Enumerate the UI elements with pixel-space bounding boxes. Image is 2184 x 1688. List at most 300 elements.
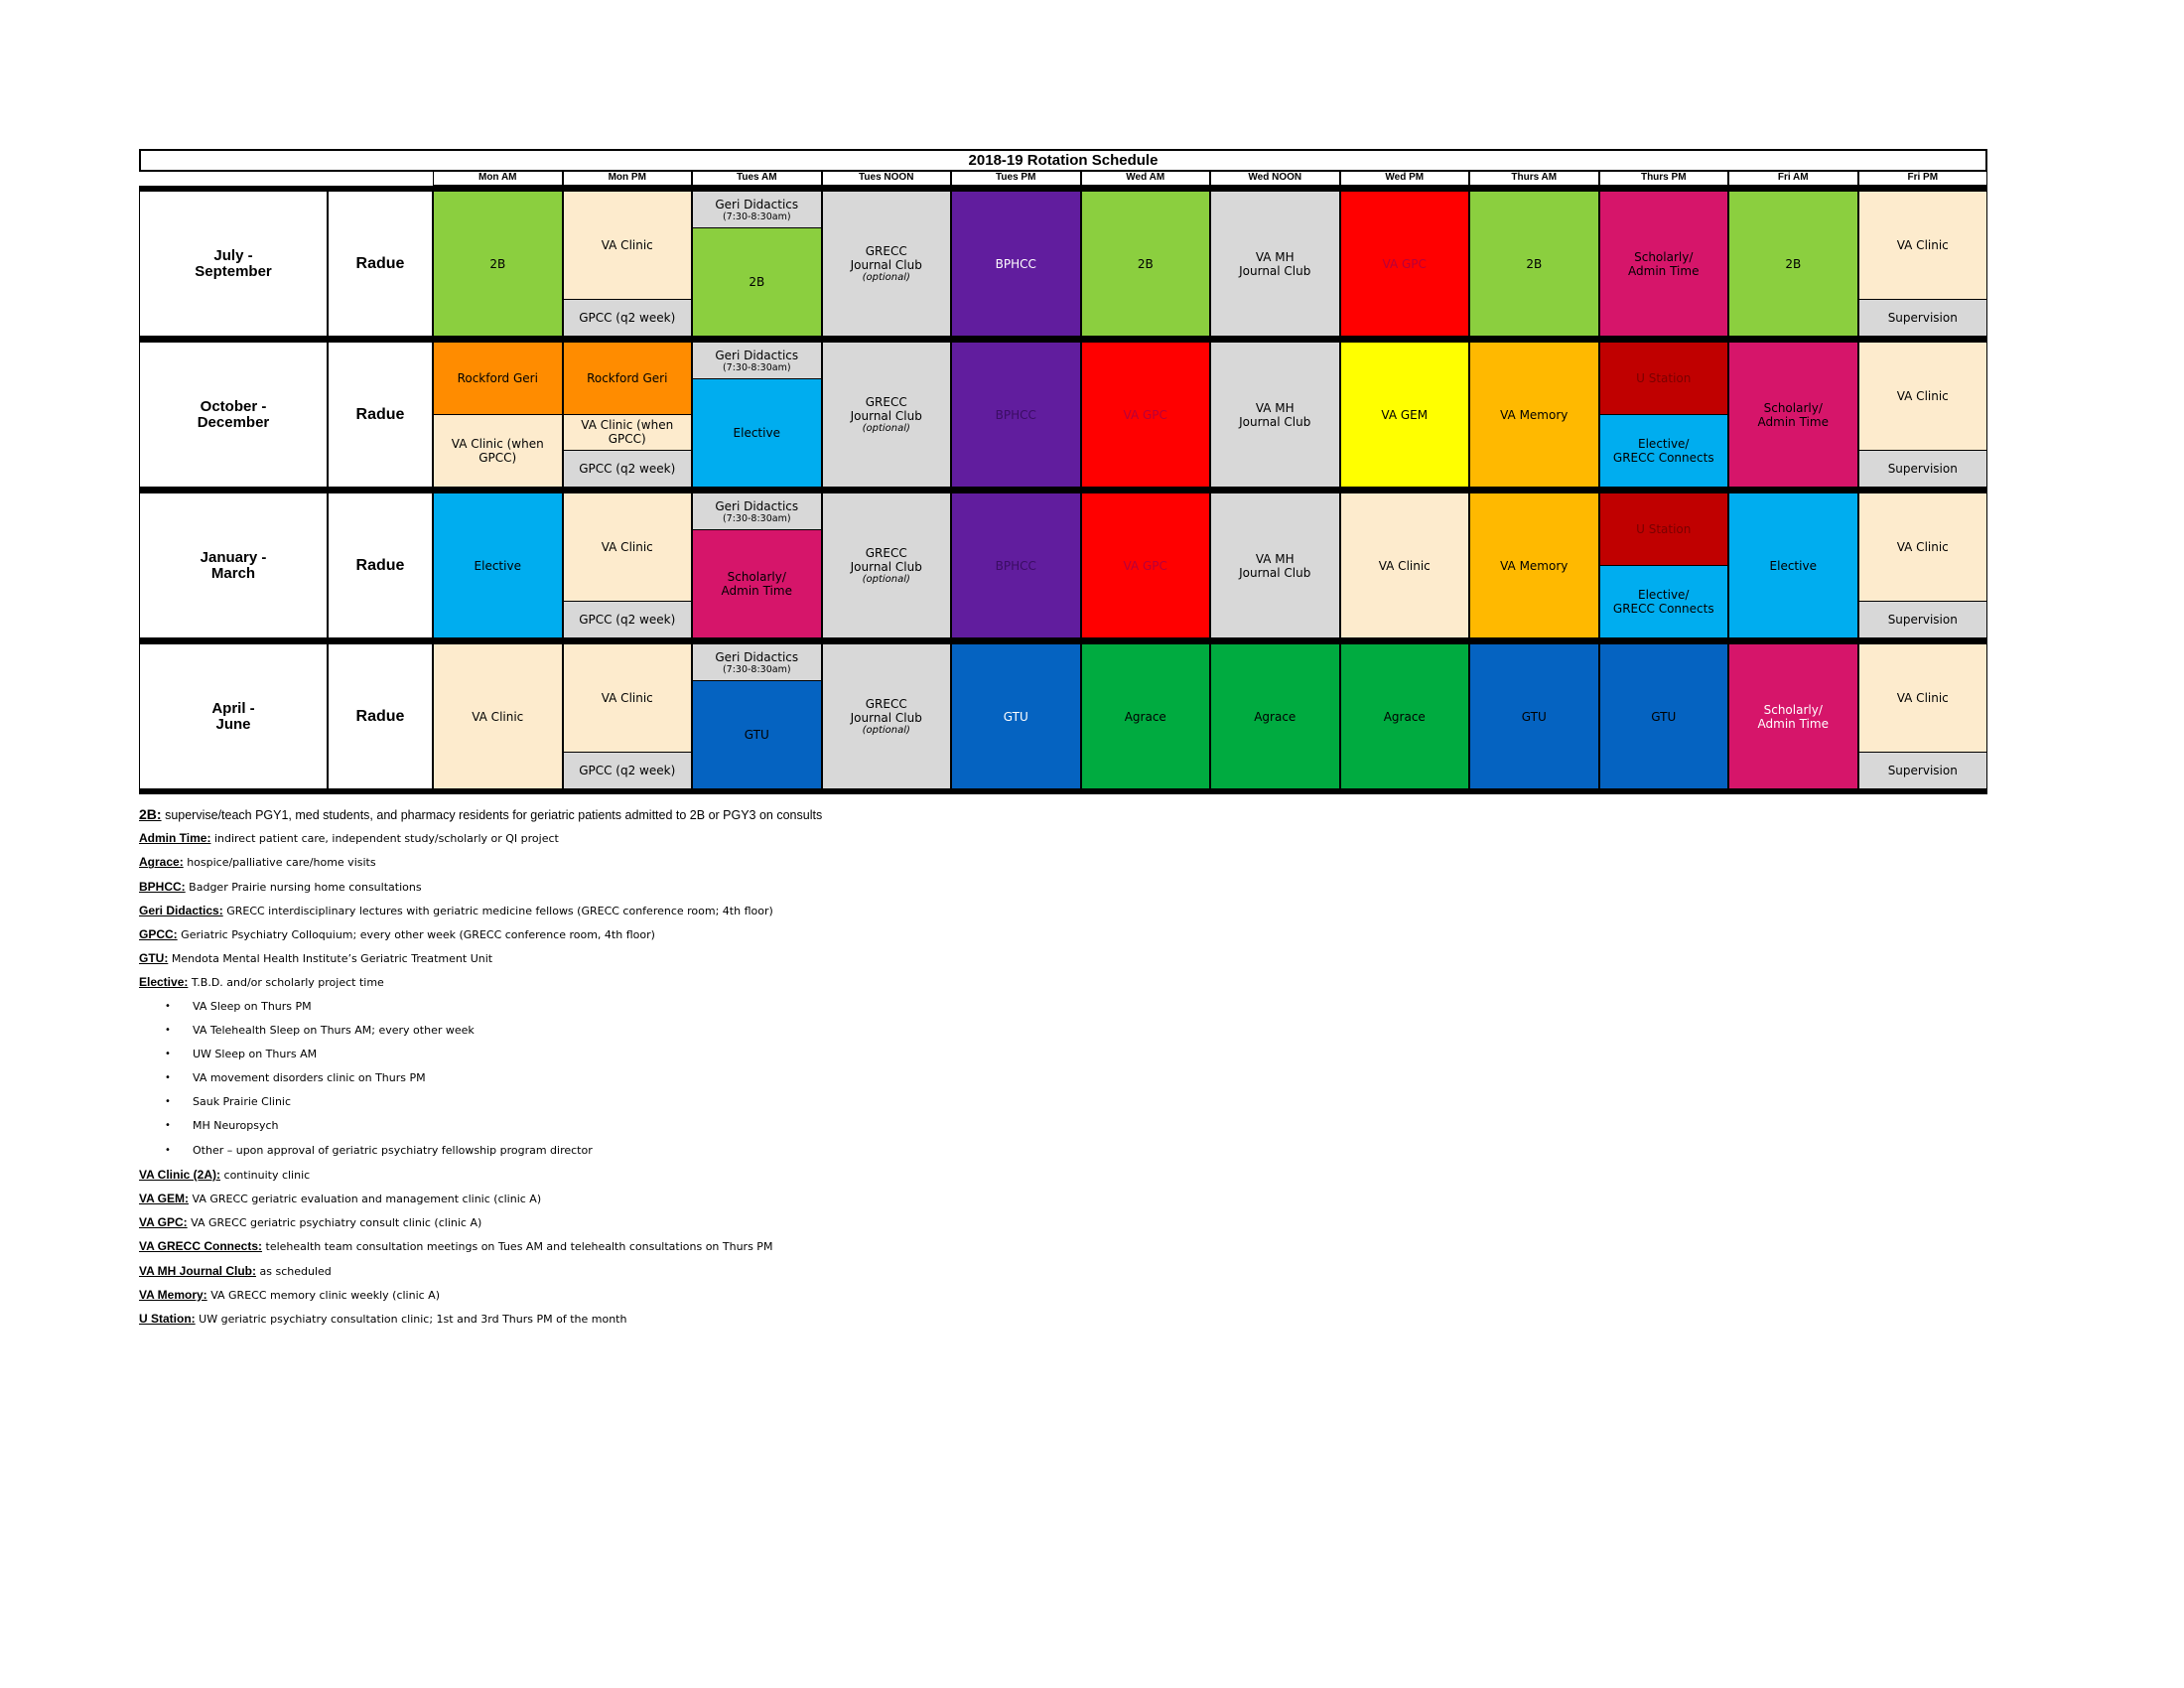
legend-entry xyxy=(139,1167,1430,1191)
block-label: Journal Club xyxy=(850,710,922,725)
block-label: Supervision xyxy=(1887,613,1958,627)
schedule-cell xyxy=(563,492,693,638)
legend-text: VA GRECC geriatric evaluation and management clinic (clinic A) xyxy=(192,1193,542,1205)
legend-entry xyxy=(139,1287,1430,1311)
schedule-block xyxy=(693,493,821,529)
bullet-text: VA Sleep on Thurs PM xyxy=(193,999,312,1013)
bullet-text: Sauk Prairie Clinic xyxy=(193,1095,292,1109)
schedule-block xyxy=(1600,493,1728,565)
block-time: (7:30-8:30am) xyxy=(722,361,791,373)
row-divider xyxy=(139,789,1987,794)
fellow-name: Radue xyxy=(355,405,405,423)
block-label: VA GPC xyxy=(1123,407,1167,422)
period-cell xyxy=(139,492,328,638)
schedule-block xyxy=(1600,644,1728,788)
block-label: 2B xyxy=(1526,256,1543,271)
schedule-cell xyxy=(692,492,822,638)
block-note: (optional) xyxy=(862,422,910,434)
schedule-cell xyxy=(433,643,563,789)
schedule-cell xyxy=(1340,492,1470,638)
block-label: Elective xyxy=(733,426,780,440)
schedule-cell xyxy=(1469,643,1599,789)
schedule-block xyxy=(564,493,692,601)
fellow-name: Radue xyxy=(355,254,405,272)
schedule-cell xyxy=(1081,342,1211,488)
period-line: June xyxy=(215,715,251,733)
block-label: GRECC xyxy=(865,394,907,409)
fellow-cell xyxy=(328,191,433,337)
period-line: March xyxy=(210,564,256,582)
schedule-block xyxy=(823,493,951,637)
block-label: Supervision xyxy=(1887,462,1958,476)
block-label: GRECC Connects xyxy=(1612,602,1714,616)
schedule-block xyxy=(952,493,1080,637)
rotation-schedule-table xyxy=(139,149,1987,794)
legend-term: 2B: xyxy=(139,806,162,822)
column-header: Wed PM xyxy=(1340,172,1470,186)
column-header: Mon PM xyxy=(563,172,693,186)
block-label: VA Memory xyxy=(1500,558,1569,573)
block-label: VA MH xyxy=(1255,551,1295,566)
block-label: VA MH xyxy=(1255,400,1295,415)
schedule-cell xyxy=(1340,342,1470,488)
header-blank xyxy=(139,172,433,186)
schedule-block xyxy=(1729,343,1857,487)
block-label: Geri Didactics xyxy=(715,197,799,211)
block-label: U Station xyxy=(1636,371,1692,385)
block-label: VA Clinic (when GPCC) xyxy=(581,418,674,447)
legend-entry xyxy=(139,830,1430,854)
block-label: Scholarly/ xyxy=(727,570,786,584)
legend-entry xyxy=(139,1311,1430,1335)
schedule-block xyxy=(564,644,692,752)
legend-term: U Station: xyxy=(139,1311,196,1326)
period-cell xyxy=(139,342,328,488)
block-label: Admin Time xyxy=(1757,716,1829,731)
schedule-cell xyxy=(1858,643,1988,789)
schedule-block xyxy=(952,192,1080,336)
legend-text: Mendota Mental Health Institute’s Geriatric Treatment Unit xyxy=(171,952,493,966)
block-label: VA Clinic xyxy=(472,709,524,724)
block-label: VA Clinic xyxy=(1378,558,1431,573)
column-header: Fri AM xyxy=(1728,172,1858,186)
legend-text: hospice/palliative care/home visits xyxy=(187,856,376,870)
schedule-cell xyxy=(692,191,822,337)
block-label: VA GEM xyxy=(1381,407,1429,422)
legend-text: telehealth team consultation meetings on Tues AM and telehealth consultations on Thurs PM xyxy=(265,1240,773,1254)
schedule-block xyxy=(1341,644,1469,788)
schedule-cell xyxy=(1858,191,1988,337)
block-label: GRECC xyxy=(865,545,907,560)
block-label: Scholarly/ xyxy=(1763,702,1823,717)
block-note: (optional) xyxy=(862,271,910,283)
schedule-cell xyxy=(1728,643,1858,789)
schedule-block xyxy=(434,644,562,788)
period-label xyxy=(140,493,327,637)
block-label: Agrace xyxy=(1254,709,1297,724)
fellow-name: Radue xyxy=(355,556,405,574)
legend-text: continuity clinic xyxy=(223,1168,311,1182)
block-label: VA Clinic xyxy=(601,238,653,252)
block-label: VA Clinic xyxy=(1896,389,1949,403)
schedule-cell xyxy=(822,643,952,789)
period-cell xyxy=(139,643,328,789)
schedule-block xyxy=(564,601,692,637)
schedule-cell xyxy=(951,342,1081,488)
schedule-cell xyxy=(822,191,952,337)
block-label: Rockford Geri xyxy=(457,371,538,385)
bullet-text: VA movement disorders clinic on Thurs PM xyxy=(193,1071,426,1085)
block-label: 2B xyxy=(1785,256,1802,271)
block-label: GTU xyxy=(744,728,769,742)
schedule-cell xyxy=(1210,492,1340,638)
block-label: Geri Didactics xyxy=(715,649,799,664)
column-header: Tues PM xyxy=(951,172,1081,186)
block-label: VA Clinic xyxy=(1896,238,1949,252)
bullet-dot: • xyxy=(165,1144,171,1156)
schedule-block xyxy=(1600,565,1728,637)
schedule-block xyxy=(1211,644,1339,788)
legend-text: UW geriatric psychiatry consultation clinic; 1st and 3rd Thurs PM of the month xyxy=(199,1312,627,1326)
schedule-block xyxy=(1859,601,1987,637)
block-label: GPCC (q2 week) xyxy=(579,613,676,627)
block-label: Journal Club xyxy=(850,408,922,423)
schedule-block xyxy=(434,414,562,487)
block-label: Journal Club xyxy=(1239,414,1311,429)
schedule-cell xyxy=(951,191,1081,337)
schedule-block xyxy=(693,343,821,378)
block-label: GTU xyxy=(1521,709,1547,724)
period-label xyxy=(140,343,327,487)
period-line: September xyxy=(195,262,272,280)
legend-entry xyxy=(139,903,1430,926)
schedule-cell xyxy=(433,342,563,488)
legend-text: T.B.D. and/or scholarly project time xyxy=(191,976,384,990)
legend-entry xyxy=(139,854,1430,878)
block-label: Journal Club xyxy=(850,257,922,272)
schedule-block xyxy=(1600,414,1728,487)
schedule-cell xyxy=(433,492,563,638)
legend-term: VA MH Journal Club: xyxy=(139,1263,256,1278)
schedule-cell xyxy=(1728,342,1858,488)
schedule-cell xyxy=(822,342,952,488)
schedule-cell xyxy=(1210,191,1340,337)
period-cell xyxy=(139,191,328,337)
period-line: October - xyxy=(200,397,267,415)
schedule-cell xyxy=(433,191,563,337)
block-label: 2B xyxy=(489,256,506,271)
block-label: VA MH xyxy=(1255,249,1295,264)
legend-text: VA GRECC memory clinic weekly (clinic A) xyxy=(210,1288,440,1302)
legend-bullet xyxy=(139,1143,1430,1167)
legend-entry xyxy=(139,879,1430,903)
legend xyxy=(139,806,1430,1335)
schedule-cell xyxy=(1081,492,1211,638)
block-label: Elective xyxy=(1769,558,1817,573)
schedule-block xyxy=(1470,493,1598,637)
schedule-block xyxy=(1082,192,1210,336)
schedule-block xyxy=(1729,493,1857,637)
schedule-block xyxy=(564,752,692,788)
legend-text: indirect patient care, independent study/scholarly or QI project xyxy=(213,832,559,846)
schedule-cell xyxy=(1081,643,1211,789)
schedule-block xyxy=(434,493,562,637)
schedule-cell xyxy=(1599,191,1729,337)
legend-text: Badger Prairie nursing home consultations xyxy=(189,880,422,894)
schedule-block xyxy=(693,529,821,637)
schedule-block xyxy=(564,192,692,299)
schedule-block xyxy=(1211,192,1339,336)
block-label: BPHCC xyxy=(995,256,1036,271)
schedule-cell xyxy=(822,492,952,638)
schedule-block xyxy=(1341,192,1469,336)
block-label: GTU xyxy=(1651,709,1677,724)
schedule-cell xyxy=(1728,492,1858,638)
schedule-block xyxy=(1859,752,1987,788)
schedule-block xyxy=(1082,343,1210,487)
schedule-block xyxy=(564,343,692,414)
block-label: Journal Club xyxy=(1239,565,1311,580)
schedule-cell xyxy=(1469,342,1599,488)
legend-bullet xyxy=(139,1070,1430,1094)
legend-term: Agrace: xyxy=(139,855,184,870)
schedule-cell xyxy=(1340,191,1470,337)
block-note: (optional) xyxy=(862,573,910,585)
schedule-block xyxy=(1341,493,1469,637)
schedule-cell xyxy=(1858,342,1988,488)
bullet-text: UW Sleep on Thurs AM xyxy=(193,1047,318,1060)
block-label: Supervision xyxy=(1887,764,1958,777)
schedule-body xyxy=(139,191,1987,794)
legend-bullet xyxy=(139,1118,1430,1142)
legend-term: BPHCC: xyxy=(139,879,186,894)
schedule-cell xyxy=(1599,342,1729,488)
legend-term: VA GRECC Connects: xyxy=(139,1239,263,1254)
bullet-dot: • xyxy=(165,1096,171,1108)
schedule-block xyxy=(693,192,821,227)
block-label: VA Clinic xyxy=(601,540,653,554)
schedule-cell xyxy=(951,643,1081,789)
schedule-block xyxy=(1859,192,1987,299)
period-line: December xyxy=(197,413,270,431)
legend-term: Elective: xyxy=(139,975,189,990)
schedule-cell xyxy=(563,643,693,789)
fellow-name: Radue xyxy=(355,707,405,725)
block-label: GPCC (q2 week) xyxy=(579,764,676,777)
legend-text: as scheduled xyxy=(259,1264,332,1278)
block-label: GRECC xyxy=(865,243,907,258)
schedule-block xyxy=(952,343,1080,487)
schedule-row xyxy=(139,191,1987,337)
column-header: Wed AM xyxy=(1081,172,1211,186)
legend-term: VA Memory: xyxy=(139,1287,207,1302)
schedule-block xyxy=(1341,343,1469,487)
schedule-block xyxy=(693,644,821,680)
schedule-cell xyxy=(1599,643,1729,789)
legend-term: Admin Time: xyxy=(139,831,211,846)
schedule-block xyxy=(1600,343,1728,414)
block-label: Elective xyxy=(474,558,521,573)
schedule-block xyxy=(434,343,562,414)
block-label: GTU xyxy=(1003,709,1028,724)
schedule-cell xyxy=(1858,492,1988,638)
block-label: VA Clinic xyxy=(1896,691,1949,705)
schedule-block xyxy=(1859,450,1987,487)
block-time: (7:30-8:30am) xyxy=(722,211,791,222)
period-line: April - xyxy=(211,699,255,717)
schedule-row xyxy=(139,492,1987,638)
schedule-block xyxy=(823,644,951,788)
bullet-dot: • xyxy=(165,1024,171,1036)
schedule-block xyxy=(952,644,1080,788)
schedule-block xyxy=(1729,192,1857,336)
block-label: Scholarly/ xyxy=(1634,249,1694,264)
legend-term: VA GPC: xyxy=(139,1215,188,1230)
legend-bullet xyxy=(139,1094,1430,1118)
schedule-block xyxy=(1211,493,1339,637)
bullet-dot: • xyxy=(165,1120,171,1132)
block-label: GRECC Connects xyxy=(1612,451,1714,465)
block-label: Rockford Geri xyxy=(587,370,668,385)
block-label: Geri Didactics xyxy=(715,348,799,362)
column-header-row xyxy=(139,172,1987,186)
schedule-cell xyxy=(692,342,822,488)
block-label: Agrace xyxy=(1383,709,1426,724)
bullet-dot: • xyxy=(165,1000,171,1012)
schedule-row xyxy=(139,342,1987,488)
legend-term: GTU: xyxy=(139,951,169,966)
schedule-cell xyxy=(692,643,822,789)
bullet-dot: • xyxy=(165,1072,171,1084)
schedule-cell xyxy=(1210,342,1340,488)
column-header: Thurs PM xyxy=(1599,172,1729,186)
period-label xyxy=(140,644,327,788)
legend-entry xyxy=(139,1238,1430,1262)
legend-term: VA Clinic (2A): xyxy=(139,1167,221,1182)
block-label: 2B xyxy=(1137,256,1154,271)
schedule-block xyxy=(1729,644,1857,788)
block-label: VA Clinic xyxy=(1896,540,1949,554)
schedule-block xyxy=(1082,644,1210,788)
block-label: Geri Didactics xyxy=(715,498,799,513)
schedule-title: 2018-19 Rotation Schedule xyxy=(139,149,1987,172)
legend-term: GPCC: xyxy=(139,926,178,941)
fellow-cell xyxy=(328,492,433,638)
schedule-cell xyxy=(1081,191,1211,337)
legend-entry xyxy=(139,806,1430,830)
schedule-row xyxy=(139,643,1987,789)
column-header: Mon AM xyxy=(433,172,563,186)
schedule-block xyxy=(693,378,821,487)
block-label: U Station xyxy=(1636,522,1692,536)
schedule-block xyxy=(564,414,692,451)
period-line: July - xyxy=(213,246,253,264)
legend-entry xyxy=(139,1214,1430,1238)
block-time: (7:30-8:30am) xyxy=(722,663,791,675)
legend-entry xyxy=(139,974,1430,998)
block-label: GPCC (q2 week) xyxy=(579,311,676,325)
legend-term: Geri Didactics: xyxy=(139,903,223,917)
block-label: BPHCC xyxy=(995,558,1036,573)
legend-entry xyxy=(139,950,1430,974)
bullet-text: VA Telehealth Sleep on Thurs AM; every other week xyxy=(193,1023,475,1037)
legend-text: Geriatric Psychiatry Colloquium; every other week (GRECC conference room, 4th floor) xyxy=(181,927,655,941)
schedule-block xyxy=(823,343,951,487)
legend-text: supervise/teach PGY1, med students, and pharmacy residents for geriatric patients admitted to 2B or PGY3 on consults xyxy=(165,808,823,822)
period-line: January - xyxy=(200,548,267,566)
schedule-cell xyxy=(1210,643,1340,789)
block-label: Scholarly/ xyxy=(1763,400,1823,415)
legend-bullet xyxy=(139,999,1430,1023)
block-label: VA Clinic (when GPCC) xyxy=(451,437,544,465)
block-label: Admin Time xyxy=(721,584,792,598)
block-label: Journal Club xyxy=(1239,263,1311,278)
block-label: VA GPC xyxy=(1123,558,1167,573)
block-label: GPCC (q2 week) xyxy=(579,462,676,477)
block-label: BPHCC xyxy=(995,407,1036,422)
block-label: Journal Club xyxy=(850,559,922,574)
schedule-cell xyxy=(1469,191,1599,337)
bullet-dot: • xyxy=(165,1048,171,1059)
column-header: Wed NOON xyxy=(1210,172,1340,186)
schedule-cell xyxy=(1599,492,1729,638)
bullet-text: MH Neuropsych xyxy=(193,1119,279,1133)
schedule-block xyxy=(1082,493,1210,637)
fellow-cell xyxy=(328,342,433,488)
schedule-block xyxy=(434,192,562,336)
fellow-cell xyxy=(328,643,433,789)
column-header: Tues NOON xyxy=(822,172,952,186)
legend-text: GRECC interdisciplinary lectures with geriatric medicine fellows (GRECC conference room; 4th floor) xyxy=(226,904,773,917)
block-label: Elective/ xyxy=(1638,437,1690,451)
schedule-block xyxy=(1859,343,1987,450)
schedule-cell xyxy=(1728,191,1858,337)
block-label: VA Clinic xyxy=(601,691,653,705)
schedule-block xyxy=(564,450,692,487)
schedule-cell xyxy=(563,191,693,337)
schedule-block xyxy=(1859,493,1987,601)
legend-term: VA GEM: xyxy=(139,1192,189,1205)
legend-entry xyxy=(139,1191,1430,1214)
block-time: (7:30-8:30am) xyxy=(722,512,791,524)
legend-entry xyxy=(139,926,1430,950)
schedule-block xyxy=(823,192,951,336)
block-label: GRECC xyxy=(865,696,907,711)
block-label: Elective/ xyxy=(1638,588,1690,602)
block-label: Agrace xyxy=(1124,709,1166,724)
block-label: Supervision xyxy=(1887,311,1958,325)
schedule-block xyxy=(1470,343,1598,487)
schedule-block xyxy=(1211,343,1339,487)
column-header: Tues AM xyxy=(692,172,822,186)
schedule-block xyxy=(1470,644,1598,788)
schedule-cell xyxy=(563,342,693,488)
block-label: 2B xyxy=(749,275,765,289)
block-label: VA GPC xyxy=(1382,256,1427,271)
schedule-block xyxy=(693,227,821,336)
block-label: Admin Time xyxy=(1628,263,1700,278)
schedule-block xyxy=(564,299,692,336)
block-label: VA Memory xyxy=(1500,407,1569,422)
column-header: Thurs AM xyxy=(1469,172,1599,186)
block-label: Admin Time xyxy=(1757,414,1829,429)
schedule-block xyxy=(1859,299,1987,336)
legend-bullet xyxy=(139,1047,1430,1070)
schedule-cell xyxy=(1340,643,1470,789)
schedule-cell xyxy=(1469,492,1599,638)
legend-text: VA GRECC geriatric psychiatry consult clinic (clinic A) xyxy=(191,1216,482,1230)
schedule-block xyxy=(693,680,821,788)
